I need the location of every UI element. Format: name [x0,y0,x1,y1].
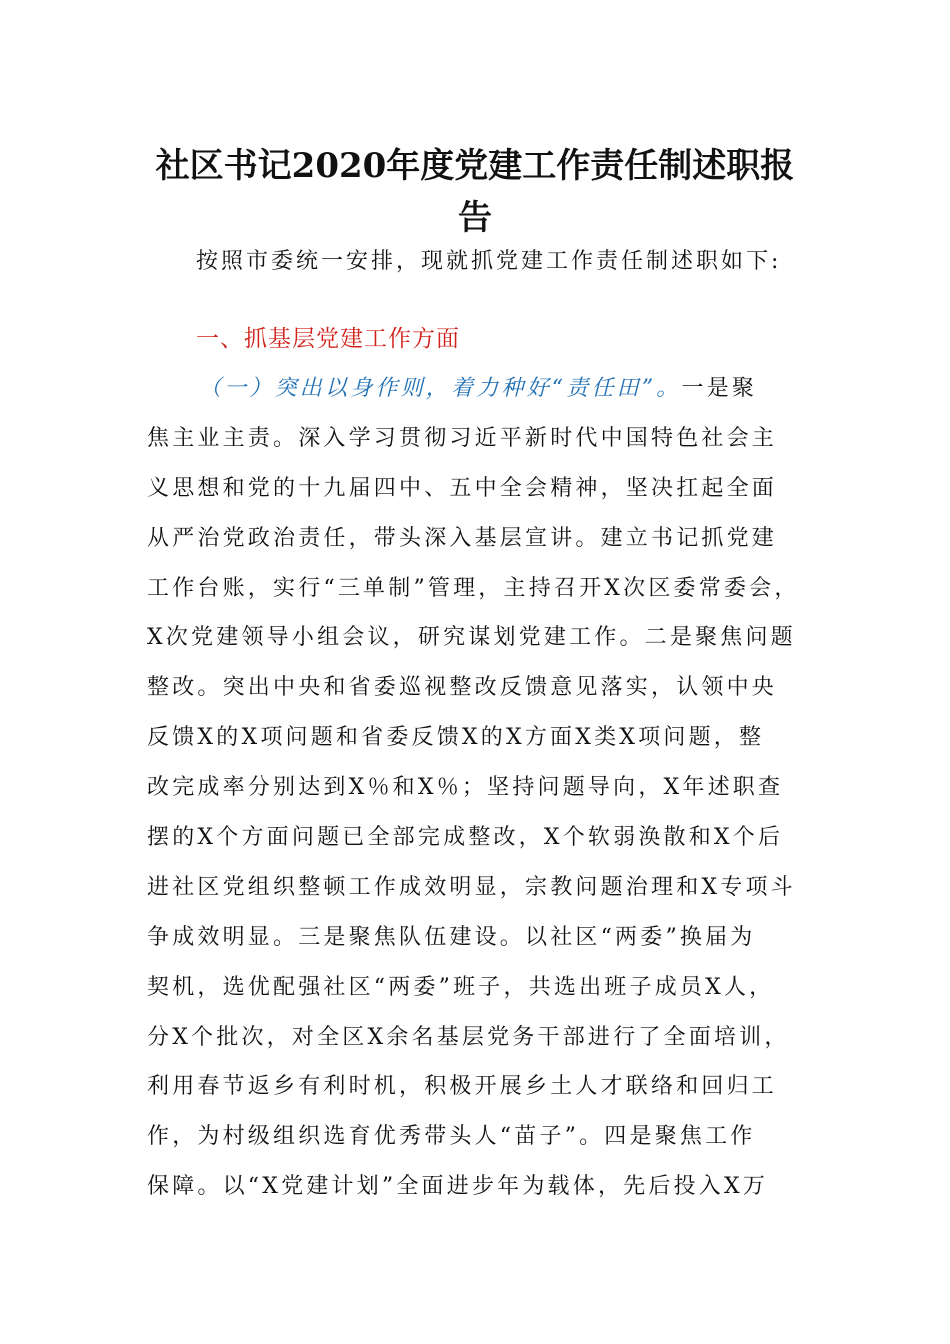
paragraph-line: 改完成率分别达到X％和X％；坚持问题导向，X年述职查 [147,775,784,801]
paragraph-line: 作，为村级组织选育优秀带头人“苗子”。四是聚焦工作 [147,1124,756,1150]
paragraph-line: 保障。以“X党建计划”全面进步年为载体，先后投入X万 [147,1174,769,1200]
paragraph-line: 进社区党组织整顿工作成效明显，宗教问题治理和X专项斗 [147,874,796,900]
document-title [140,140,810,244]
paragraph-line: 义思想和党的十九届四中、五中全会精神，坚决扛起全面 [147,475,778,501]
paragraph-line: X次党建领导小组会议，研究谋划党建工作。二是聚焦问题 [147,625,796,651]
paragraph-line: 利用春节返乡有利时机，积极开展乡土人才联络和回归工 [147,1074,778,1100]
title-line-2: 告 [458,198,492,238]
body-paragraph [147,372,827,1220]
line-text: 一是聚 [681,376,758,401]
paragraph-line: 从严治党政治责任，带头深入基层宣讲。建立书记抓党建 [147,525,778,551]
paragraph-line: 焦主业主责。深入学习贯彻习近平新时代中国特色社会主 [147,425,778,451]
paragraph-line: 反馈X的X项问题和省委反馈X的X方面X类X项问题，整 [147,725,765,751]
section-heading: 一、抓基层党建工作方面 [196,326,460,352]
title-line-1: 社区书记2020年度党建工作责任制述职报 [155,146,795,186]
paragraph-line [147,372,827,422]
paragraph-line: 争成效明显。三是聚焦队伍建设。以社区“两委”换届为 [147,924,756,950]
subsection-heading: （一）突出以身作则，着力种好“责任田”。 [199,376,682,401]
paragraph-line: 契机，选优配强社区“两委”班子，共选出班子成员X人， [147,974,775,1000]
intro-paragraph: 按照市委统一安排，现就抓党建工作责任制述职如下: [196,249,782,274]
paragraph-line: 工作台账，实行“三单制”管理，主持召开X次区委常委会， [147,575,800,601]
paragraph-line: 分X个批次，对全区X余名基层党务干部进行了全面培训， [147,1024,790,1050]
paragraph-line: 整改。突出中央和省委巡视整改反馈意见落实，认领中央 [147,675,778,701]
paragraph-line: 摆的X个方面问题已全部完成整改，X个软弱涣散和X个后 [147,825,784,851]
